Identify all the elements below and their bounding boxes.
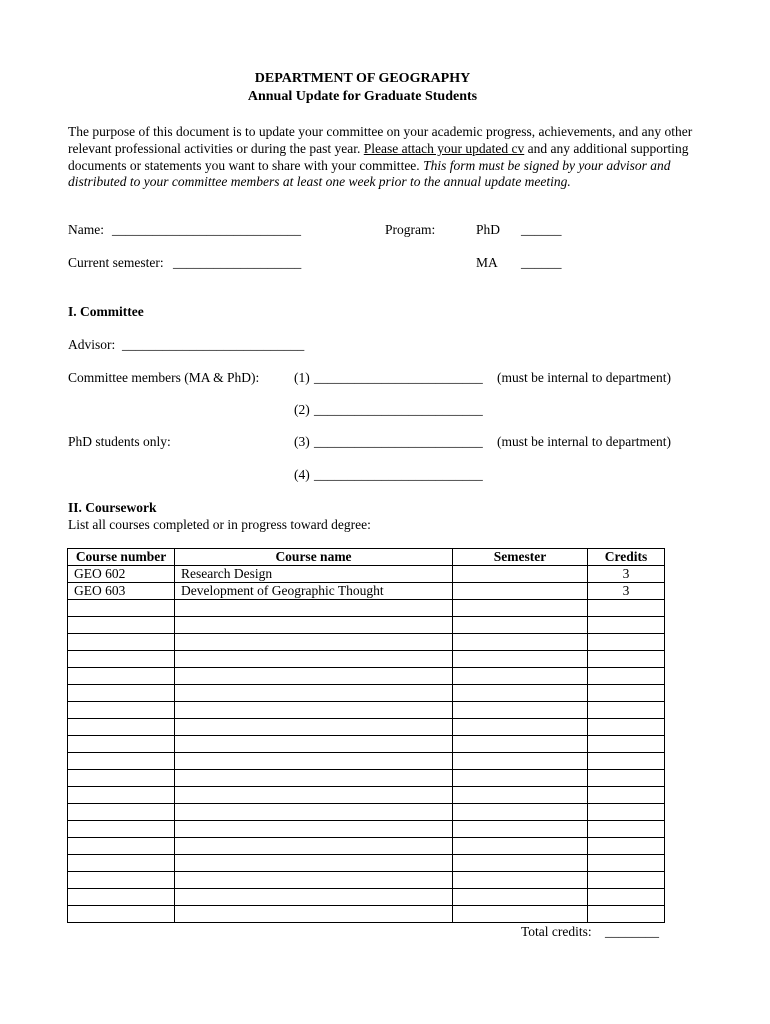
credits-cell[interactable] xyxy=(588,821,665,838)
course-number-cell[interactable] xyxy=(68,838,175,855)
table-row xyxy=(68,770,665,787)
member-3-field[interactable]: _________________________ xyxy=(314,434,483,449)
course-name-cell[interactable] xyxy=(175,719,453,736)
courses-table xyxy=(67,548,665,923)
semester-cell[interactable] xyxy=(453,787,588,804)
semester-cell[interactable] xyxy=(453,889,588,906)
course-name-cell[interactable] xyxy=(175,838,453,855)
semester-cell[interactable] xyxy=(453,770,588,787)
semester-cell[interactable] xyxy=(453,753,588,770)
course-name-cell[interactable] xyxy=(175,702,453,719)
course-number-cell[interactable] xyxy=(68,634,175,651)
table-row xyxy=(68,719,665,736)
semester-cell[interactable] xyxy=(453,685,588,702)
member-4-number: (4) xyxy=(294,467,310,482)
col-course-number: Course number xyxy=(68,549,175,566)
total-credits-label: Total credits: xyxy=(521,924,592,939)
semester-cell[interactable] xyxy=(453,736,588,753)
semester-cell[interactable] xyxy=(453,906,588,923)
table-row xyxy=(68,651,665,668)
table-row xyxy=(68,787,665,804)
course-name-cell[interactable] xyxy=(175,787,453,804)
committee-members-label: Committee members (MA & PhD): xyxy=(68,370,260,385)
name-label: Name: xyxy=(68,222,104,237)
course-number-cell[interactable] xyxy=(68,651,175,668)
course-name-cell[interactable]: Research Design xyxy=(175,566,453,583)
advisor-field[interactable]: ___________________________ xyxy=(122,337,305,352)
course-name-cell[interactable] xyxy=(175,855,453,872)
attach-cv-instruction: Please attach your updated cv xyxy=(363,140,525,156)
phd-only-label: PhD students only: xyxy=(68,434,171,449)
course-number-cell[interactable]: GEO 603 xyxy=(68,583,175,600)
member-2-field[interactable]: _________________________ xyxy=(314,402,483,417)
credits-cell[interactable] xyxy=(588,855,665,872)
course-name-cell[interactable]: Development of Geographic Thought xyxy=(175,583,453,600)
phd-label: PhD xyxy=(476,222,501,237)
member-1-field[interactable]: _________________________ xyxy=(314,370,483,385)
table-header-row xyxy=(68,549,665,566)
col-credits: Credits xyxy=(588,549,665,566)
semester-cell[interactable] xyxy=(453,855,588,872)
course-name-cell[interactable] xyxy=(175,600,453,617)
table-row xyxy=(68,600,665,617)
intro-paragraph xyxy=(68,124,698,191)
credits-cell[interactable] xyxy=(588,770,665,787)
intro-text-2: and any additional supporting documents or statements you want to share with your committee. xyxy=(68,140,689,173)
course-number-cell[interactable] xyxy=(68,804,175,821)
course-number-cell[interactable] xyxy=(68,617,175,634)
course-name-cell[interactable] xyxy=(175,651,453,668)
name-field[interactable]: ____________________________ xyxy=(112,222,301,237)
table-row xyxy=(68,906,665,923)
course-name-cell[interactable] xyxy=(175,804,453,821)
course-number-cell[interactable] xyxy=(68,855,175,872)
credits-cell[interactable] xyxy=(588,600,665,617)
table-row xyxy=(68,804,665,821)
semester-cell[interactable] xyxy=(453,719,588,736)
course-number-cell[interactable] xyxy=(68,719,175,736)
credits-cell[interactable] xyxy=(588,838,665,855)
member-1-number: (1) xyxy=(294,370,310,385)
table-row xyxy=(68,838,665,855)
advisor-label: Advisor: xyxy=(68,337,116,352)
course-name-cell[interactable] xyxy=(175,736,453,753)
table-row xyxy=(68,668,665,685)
course-name-cell[interactable] xyxy=(175,906,453,923)
course-number-cell[interactable] xyxy=(68,753,175,770)
course-name-cell[interactable] xyxy=(175,617,453,634)
table-row xyxy=(68,685,665,702)
form-subtitle: Annual Update for Graduate Students xyxy=(247,89,478,104)
semester-cell[interactable] xyxy=(453,617,588,634)
credits-cell[interactable] xyxy=(588,651,665,668)
course-name-cell[interactable] xyxy=(175,753,453,770)
semester-cell[interactable] xyxy=(453,838,588,855)
credits-cell[interactable] xyxy=(588,668,665,685)
course-number-cell[interactable] xyxy=(68,770,175,787)
courses-table-body xyxy=(68,566,665,923)
table-row xyxy=(68,566,665,583)
ma-label: MA xyxy=(476,255,498,270)
signature-instruction: This form must be signed by your advisor and distributed to your committee members at least one week prior to the annual update meeting. xyxy=(68,157,671,190)
col-semester: Semester xyxy=(453,549,588,566)
member-2-number: (2) xyxy=(294,402,310,417)
credits-cell[interactable] xyxy=(588,617,665,634)
department-title: DEPARTMENT OF GEOGRAPHY xyxy=(254,71,471,86)
table-row xyxy=(68,736,665,753)
semester-field[interactable]: ___________________ xyxy=(173,255,302,270)
semester-cell[interactable] xyxy=(453,583,588,600)
credits-cell[interactable]: 3 xyxy=(588,566,665,583)
course-number-cell[interactable] xyxy=(68,736,175,753)
course-number-cell[interactable] xyxy=(68,906,175,923)
course-number-cell[interactable] xyxy=(68,668,175,685)
coursework-heading: II. Coursework xyxy=(68,500,157,515)
table-row xyxy=(68,855,665,872)
credits-cell[interactable] xyxy=(588,872,665,889)
semester-cell[interactable] xyxy=(453,821,588,838)
intro-text-1: The purpose of this document is to update your committee on your academic progress, achievements, and any other relevant professional activities or during the past year. xyxy=(68,124,693,156)
member-3-note: (must be internal to department) xyxy=(497,434,671,449)
credits-cell[interactable] xyxy=(588,889,665,906)
credits-cell[interactable]: 3 xyxy=(588,583,665,600)
semester-cell[interactable] xyxy=(453,668,588,685)
credits-cell[interactable] xyxy=(588,702,665,719)
table-row xyxy=(68,889,665,906)
semester-cell[interactable] xyxy=(453,600,588,617)
course-name-cell[interactable] xyxy=(175,821,453,838)
course-number-cell[interactable] xyxy=(68,702,175,719)
course-number-cell[interactable] xyxy=(68,821,175,838)
semester-cell[interactable] xyxy=(453,804,588,821)
course-name-cell[interactable] xyxy=(175,668,453,685)
course-number-cell[interactable]: GEO 602 xyxy=(68,566,175,583)
course-name-cell[interactable] xyxy=(175,685,453,702)
credits-cell[interactable] xyxy=(588,753,665,770)
member-3-number: (3) xyxy=(294,434,310,449)
table-row xyxy=(68,872,665,889)
table-row xyxy=(68,753,665,770)
semester-cell[interactable] xyxy=(453,702,588,719)
member-1-note: (must be internal to department) xyxy=(497,370,671,385)
col-course-name: Course name xyxy=(175,549,453,566)
semester-cell[interactable] xyxy=(453,872,588,889)
table-row xyxy=(68,702,665,719)
credits-cell[interactable] xyxy=(588,906,665,923)
coursework-instruction: List all courses completed or in progress toward degree: xyxy=(68,517,371,532)
course-number-cell[interactable] xyxy=(68,872,175,889)
course-name-cell[interactable] xyxy=(175,770,453,787)
table-row xyxy=(68,617,665,634)
credits-cell[interactable] xyxy=(588,787,665,804)
table-row xyxy=(68,821,665,838)
course-number-cell[interactable] xyxy=(68,787,175,804)
ma-field[interactable]: ______ xyxy=(521,255,562,270)
semester-cell[interactable] xyxy=(453,634,588,651)
course-number-cell[interactable] xyxy=(68,685,175,702)
course-name-cell[interactable] xyxy=(175,872,453,889)
semester-cell[interactable] xyxy=(453,566,588,583)
credits-cell[interactable] xyxy=(588,685,665,702)
credits-cell[interactable] xyxy=(588,804,665,821)
credits-cell[interactable] xyxy=(588,719,665,736)
table-row xyxy=(68,634,665,651)
semester-cell[interactable] xyxy=(453,651,588,668)
semester-label: Current semester: xyxy=(68,255,164,270)
committee-heading: I. Committee xyxy=(68,304,144,319)
credits-cell[interactable] xyxy=(588,634,665,651)
program-label: Program: xyxy=(385,222,436,237)
credits-cell[interactable] xyxy=(588,736,665,753)
total-credits-field[interactable]: ________ xyxy=(605,924,659,939)
course-number-cell[interactable] xyxy=(68,889,175,906)
course-number-cell[interactable] xyxy=(68,600,175,617)
course-name-cell[interactable] xyxy=(175,634,453,651)
course-name-cell[interactable] xyxy=(175,889,453,906)
phd-field[interactable]: ______ xyxy=(521,222,562,237)
member-4-field[interactable]: _________________________ xyxy=(314,467,483,482)
table-row xyxy=(68,583,665,600)
